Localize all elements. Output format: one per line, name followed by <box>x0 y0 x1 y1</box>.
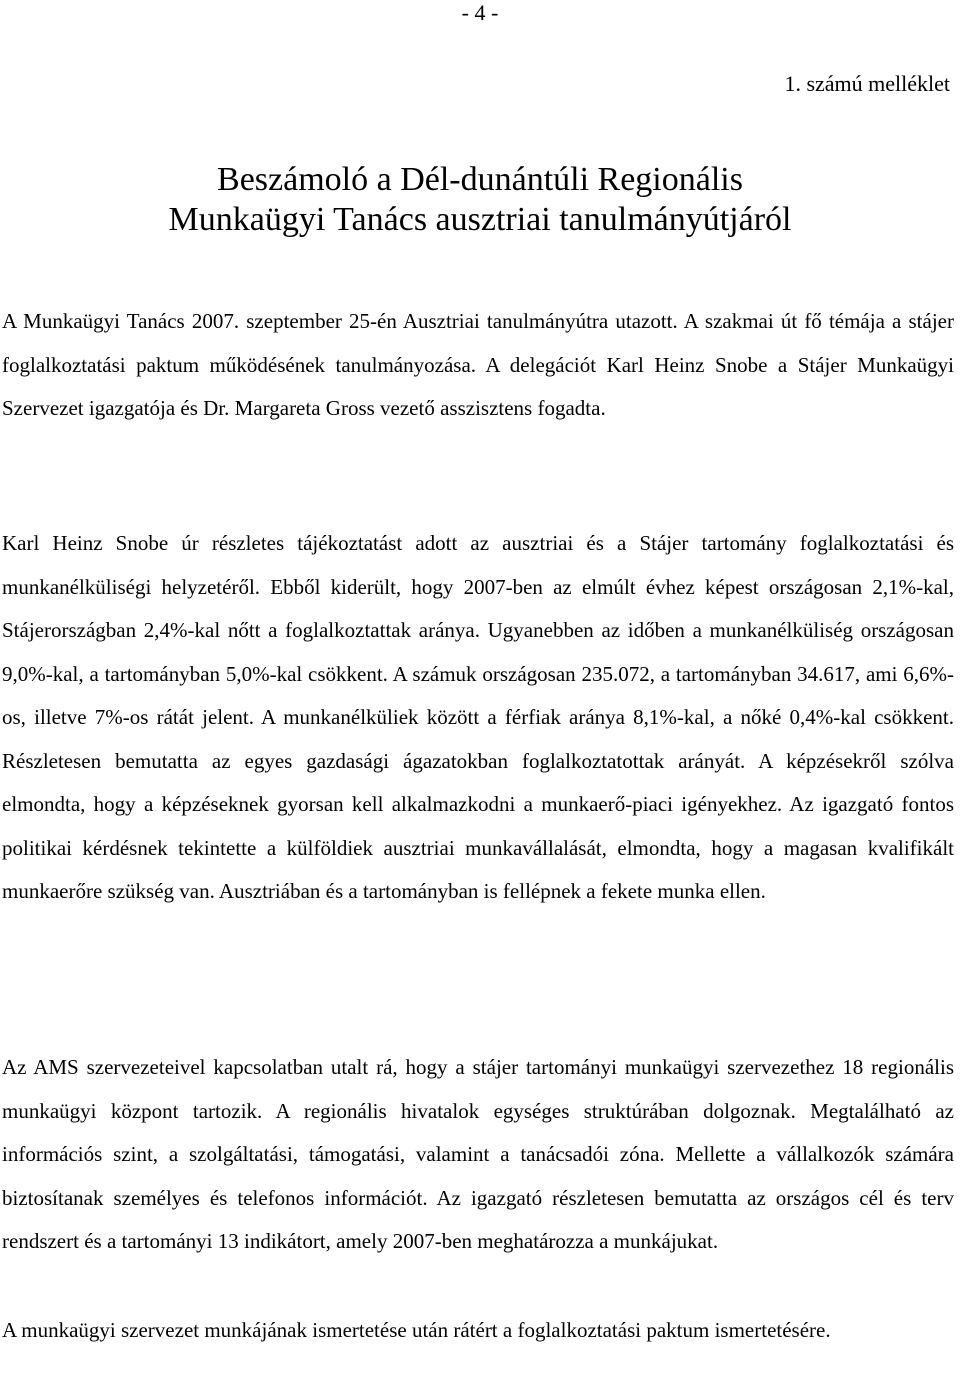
page-number: - 4 - <box>461 0 499 25</box>
title-line-1: Beszámoló a Dél-dunántúli Regionális <box>217 161 743 198</box>
paragraph-ams-organization: Az AMS szervezeteivel kapcsolatban utalt rá, hogy a stájer tartományi munkaügyi szervezethez 18 regionális munkaügyi központ tartozik. A regionális hivatalok egységes struktúrában dolgoznak. Megtalálható az információs szint, a szolgáltatási, támogatási, valamint a tanácsadói zóna. Mellette a vállalkozók számára biztosítanak személyes és telefonos információt. Az igazgató részletesen bemutatta az országos cél és terv rendszert és a tartományi 13 indikátort, amely 2007-ben meghatározza a munkájukat. <box>2 1055 954 1253</box>
annex-label: 1. számú melléklet <box>784 71 950 96</box>
paragraph-employment-situation: Karl Heinz Snobe úr részletes tájékoztatást adott az ausztriai és a Stájer tartomány foglalkoztatási és munkanélküliségi helyzetéről. Ebből kiderült, hogy 2007-ben az elmúlt évhez képest országosan 2,1%-kal, Stájerországban 2,4%-kal nőtt a foglalkoztattak aránya. Ugyanebben az időben a munkanélküliség országosan 9,0%-kal, a tartományban 5,0%-kal csökkent. A számuk országosan 235.072, a tartományban 34.617, ami 6,6%-os, illetve 7%-os rátát jelent. A munkanélküliek között a férfiak aránya 8,1%-kal, a nőké 0,4%-kal csökkent. Részletesen bemutatta az egyes gazdasági ágazatokban foglalkoztatottak arányát. A képzésekről szólva elmondta, hogy a képzéseknek gyorsan kell alkalmazkodni a munkaerő-piaci igényekhez. Az igazgató fontos politikai kérdésnek tekintette a külföldiek ausztriai munkavállalását, elmondta, hogy a magasan kvalifikált munkaerőre szükség van. Ausztriában és a tartományban is fellépnek a fekete munka ellen. <box>2 531 954 903</box>
document-title <box>0 160 960 240</box>
paragraph-trip-intro: A Munkaügyi Tanács 2007. szeptember 25-én Ausztriai tanulmányútra utazott. A szakmai út fő témája a stájer foglalkoztatási paktum működésének tanulmányozása. A delegációt Karl Heinz Snobe a Stájer Munkaügyi Szervezet igazgatója és Dr. Margareta Gross vezető asszisztens fogadta. <box>2 309 954 420</box>
title-line-2: Munkaügyi Tanács ausztriai tanulmányútjáról <box>168 201 792 238</box>
paragraph-employment-pact: A munkaügyi szervezet munkájának ismertetése után rátért a foglalkoztatási paktum ismertetésére. <box>2 1318 831 1342</box>
